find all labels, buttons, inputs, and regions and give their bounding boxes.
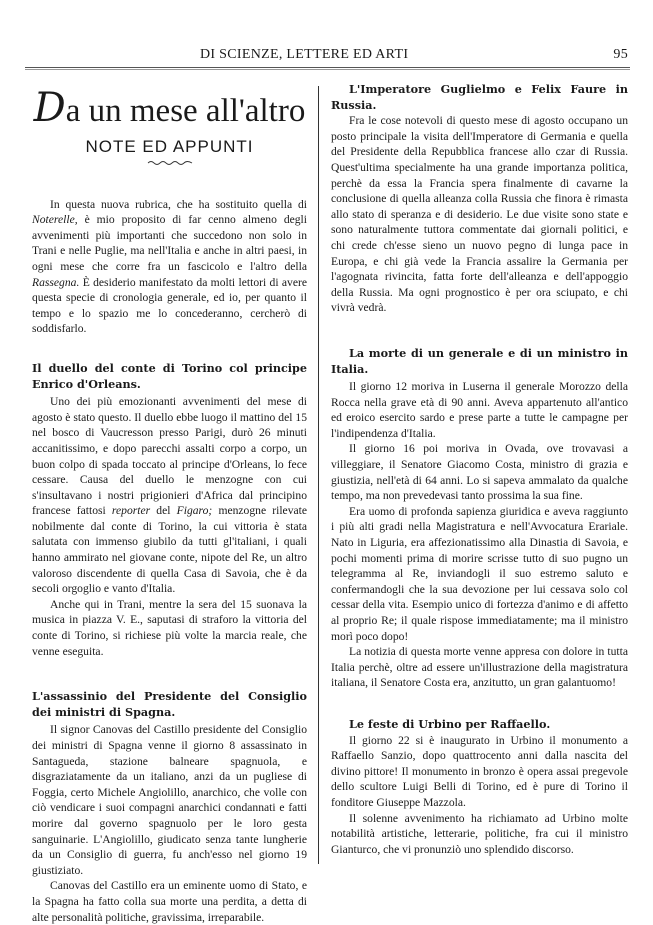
ornament-squiggle [147,159,193,167]
italic-text: Noterelle, [32,213,78,227]
section-heading: Le feste di Urbino per Raffaello. [349,716,551,731]
section-imperatore [331,82,628,316]
paragraph: Fra le cose notevoli di questo mese di agosto occupano un posto principale la visita dell'Imperatore di Germania e quella del Presidente della Repubblica francese allo czar di Russia. Quest'ultima specialmente ha una grande importanza politica, perchè da essa la Francia spera finalmente di cavarne la conclusione di quella alleanza colla Russia che finora è rimasta allo stato di speranza e di desiderio. Le due visite sono state e sono naturalmente tuttora commentate dai giornali politici, e chi crede ch'esse sieno un nuovo pegno di lunga pace in Europa, e chi già vede la Francia assalire la Germania per l'agognata rivincita, fatta forte dell'alleanza e dell'appoggio della Russia. Ma ogni prognostico è per ora sciupato, e chi vivrà vedrà. [331,114,628,315]
section-assassinio [32,689,307,925]
title-rest: a un mese all'altro [65,93,306,129]
italic-text: Figaro; [176,504,213,518]
text: del [150,504,177,518]
title-initial: D [33,85,66,131]
header-rule [25,67,630,70]
paragraph [32,394,307,597]
paragraph: Il signor Canovas del Castillo presidente del Consiglio dei ministri di Spagna venne il giorno 8 assassinato in Santagueda, stazione balneare spagnuola, e disgraziatamente da un italiano, anzi da un pugliese di Foggia, certo Michele Angiolillo, anarchico, che volle con ciò vendicare i suoi compagni anarchici condannati e fatti morire dal governo spagnuolo per le loro gesta sanguinarie. L'Angiolillo, giudicato senza tante lungherie da un Consiglio di guerra, fu anch'esso nel giorno 19 giustiziato. [32,723,307,877]
section-heading: Il duello del conte di Torino col principe Enrico d'Orleans. [32,360,307,391]
paragraph: Il solenne avvenimento ha richiamato ad Urbino molte notabilità artistiche, letterarie, politiche, fra cui il ministro Gianturco, che vi pronunziò uno splendido discorso. [331,811,628,856]
paragraph: Il giorno 12 moriva in Luserna il generale Morozzo della Rocca nella grave età di 90 anni. Aveva appartenuto all'antico ed eroico esercito sardo e prese parte a tutte le campagne per l'indipendenza d'Italia. [331,380,628,440]
paragraph: Il giorno 22 si è inaugurato in Urbino il monumento a Raffaello Sanzio, dopo quattrocento anni dalla nascita del divino pittore! Il monumento in bronzo è opera assai pregevole dello scultore Luigi Belli di Torino, ed è pure di Torino il fonditore Giuseppe Mazzola. [331,733,628,809]
italic-text: Rassegna. [32,275,80,289]
section-feste [331,717,628,857]
italic-text: reporter [111,504,151,518]
column-divider [318,86,319,864]
section-morte [331,346,628,691]
section-heading: La morte di un generale e di un ministro in Italia. [331,345,628,376]
paragraph: Era uomo di profonda sapienza giuridica e aveva raggiunto i più alti gradi nella Magistratura e nell'Avvocatura Erariale. Nato in Liguria, era affezionatissimo alla Dinastia di Savoia, e pochi momenti prima di morire scrisse tutto di suo pugno un telegramma al Re, inviandogli il suo estremo saluto e confermandogli che la sua devozione per lui cessava solo col cessar della vita. Esempio unico di fortezza d'animo e di affetto al proprio Re; il quale rispose immediatamente; ma il ministro morì poco dopo! [331,504,628,643]
text: Uno dei più emozionanti avvenimenti del mese di agosto è stato questo. Il duello ebbe luogo il mattino del 15 nel bosco di Vaucresson presso Parigi, durò 26 minuti accanitissimo, e dopo parecchi assalti corpo a corpo, un buon colpo di spada toccato al principe d'Orleans, lo fece cessare. Causa del duello le menzogne con cui s'insultavano i nostri prigionieri d'Africa dal principino francese fattosi [32,395,307,518]
section-heading: L'assassinio del Presidente del Consiglio dei ministri di Spagna. [32,689,307,719]
text: È desiderio manifestato da molti lettori di avere questa specie di cronologia generale, ed io, per quanto il tempo e lo spazio me lo concederanno, cercherò di soddisfarlo. [32,275,307,336]
paragraph: La notizia di questa morte venne appresa con dolore in tutta Italia perchè, oltre ad essere un'illustrazione della magistratura italiana, il Senatore Costa era, anzitutto, un gran galantuomo! [331,645,628,690]
text: è mio proposito di far cenno almeno degli avvenimenti più importanti che succedono non solo in Trani e nelle Puglie, ma nell'Italia e anche in altri paesi, in ogni mese che corre fra un fascicolo e l'altro della [32,213,307,273]
right-column [331,82,628,857]
running-title: DI SCIENZE, LETTERE ED ARTI [200,47,409,62]
section-duello [32,361,307,659]
page-subtitle: NOTE ED APPUNTI [85,137,254,156]
paragraph: Il giorno 16 poi moriva in Ovada, ove trovavasi a villeggiare, il Senatore Giacomo Costa, ministro di grazia e giustizia, nell'età di 64 anni. Lo si sapeva ammalato da qualche tempo, ma non prevedevasi tanto prossima la sua fine. [331,442,628,503]
page-number: 95 [613,47,628,62]
paragraph: Anche qui in Trani, mentre la sera del 15 suonava la musica in piazza V. E., saputasi di straforo la vittoria del conte di Torino, si richiese più volte la marcia reale, che venne eseguita. [32,597,307,658]
text: In questa nuova rubrica, che ha sostituito quella di [50,197,307,211]
paragraph: Canovas del Castillo era un eminente uomo di Stato, e la Spagna ha fatto colla sua morte una perdita, a detta di alte personalità politiche, gravissima, irreparabile. [32,879,307,924]
text: menzogne rilevate nobilmente dal conte di Torino, la cui vittoria è stata salutata con immenso giubilo da tutti gl'italiani, i quali hanno ammirato nel giovane conte, nipote del Re, un altro valoroso discendente di quella Casa di Savoia, che è da secoli orgoglio e vanto d'Italia. [32,504,308,596]
section-heading: L'Imperatore Guglielmo e Felix Faure in Russia. [331,82,628,112]
intro-paragraph [32,197,307,337]
left-column [32,80,307,925]
page-title [32,86,307,133]
